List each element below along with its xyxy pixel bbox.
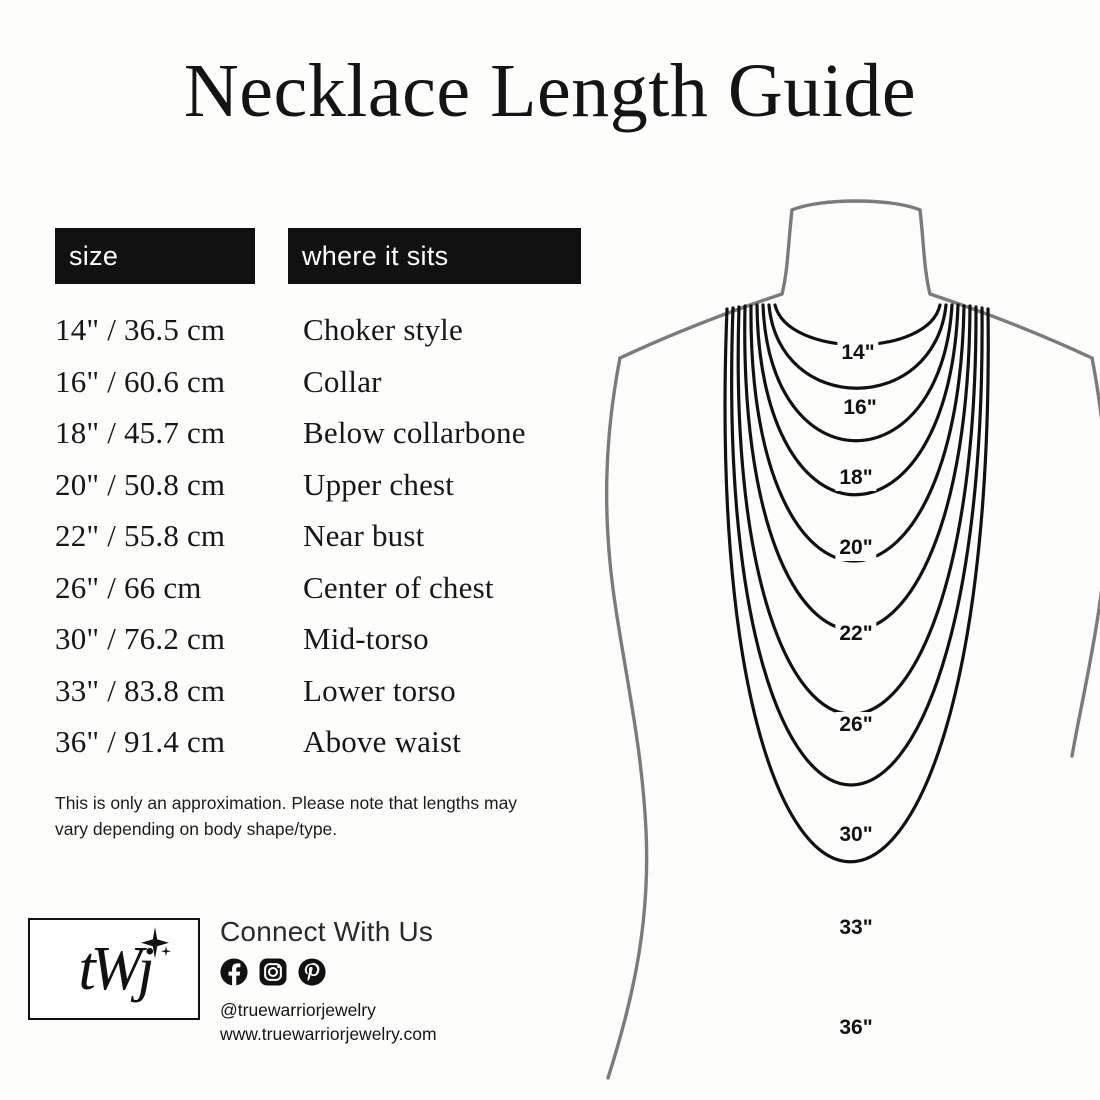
instagram-handle[interactable]: @truewarriorjewelry <box>220 1000 376 1020</box>
row-size: 14" / 36.5 cm <box>55 312 226 347</box>
table-row <box>0 364 600 416</box>
row-size: 26" / 66 cm <box>55 569 202 605</box>
table-row <box>0 518 600 570</box>
necklace-curves <box>725 305 988 862</box>
row-size: 36" / 91.4 cm <box>55 724 226 759</box>
size-table-rows <box>0 312 600 776</box>
facebook-icon[interactable] <box>220 958 248 986</box>
necklace-36 <box>725 309 988 862</box>
row-size: 20" / 50.8 cm <box>55 466 226 502</box>
necklace-diagram <box>560 190 1100 1100</box>
row-size: 33" / 83.8 cm <box>55 672 226 708</box>
row-where: Below collarbone <box>303 415 526 450</box>
row-where: Center of chest <box>303 569 494 605</box>
page-title: Necklace Length Guide <box>183 49 917 133</box>
row-where: Collar <box>303 363 382 399</box>
row-where: Near bust <box>303 518 425 553</box>
length-label-36: 36" <box>835 1015 876 1041</box>
table-row <box>0 312 600 364</box>
row-size: 18" / 45.7 cm <box>55 415 226 450</box>
row-size: 30" / 76.2 cm <box>55 621 226 656</box>
length-label-14: 14" <box>837 340 878 366</box>
website-url[interactable]: www.truewarriorjewelry.com <box>220 1024 437 1044</box>
length-label-33: 33" <box>835 915 876 941</box>
necklace-14 <box>775 305 940 345</box>
length-label-22: 22" <box>835 621 876 647</box>
table-row <box>0 415 600 467</box>
approximation-note: This is only an approximation. Please note that lengths may vary depending on body shape/type. <box>55 793 518 840</box>
table-header-size-label: size <box>69 240 119 271</box>
table-header-where-label: where it sits <box>302 240 449 271</box>
pinterest-icon[interactable] <box>298 958 326 986</box>
table-row <box>0 570 600 622</box>
social-links <box>220 958 326 986</box>
brand-logo <box>28 918 200 1020</box>
sparkle-icon <box>138 926 172 960</box>
table-row <box>0 724 600 776</box>
length-label-20: 20" <box>835 535 876 561</box>
row-where: Mid-torso <box>303 621 429 656</box>
table-row <box>0 467 600 519</box>
length-label-30: 30" <box>835 822 876 848</box>
row-where: Lower torso <box>303 672 456 708</box>
row-where: Choker style <box>303 312 463 347</box>
length-label-26: 26" <box>835 712 876 738</box>
length-label-18: 18" <box>835 465 876 491</box>
brand-logo-text: tWj <box>78 935 150 1003</box>
instagram-icon[interactable] <box>259 958 287 986</box>
row-where: Above waist <box>303 724 462 759</box>
row-size: 22" / 55.8 cm <box>55 518 226 553</box>
length-label-16: 16" <box>839 395 880 421</box>
connect-label: Connect With Us <box>220 916 434 947</box>
table-header-where-it-sits <box>288 228 581 284</box>
row-size: 16" / 60.6 cm <box>55 363 226 399</box>
table-row <box>0 673 600 725</box>
row-where: Upper chest <box>303 466 455 502</box>
table-row <box>0 621 600 673</box>
table-header-size <box>55 228 255 284</box>
necklace-diagram-svg <box>560 190 1100 1100</box>
